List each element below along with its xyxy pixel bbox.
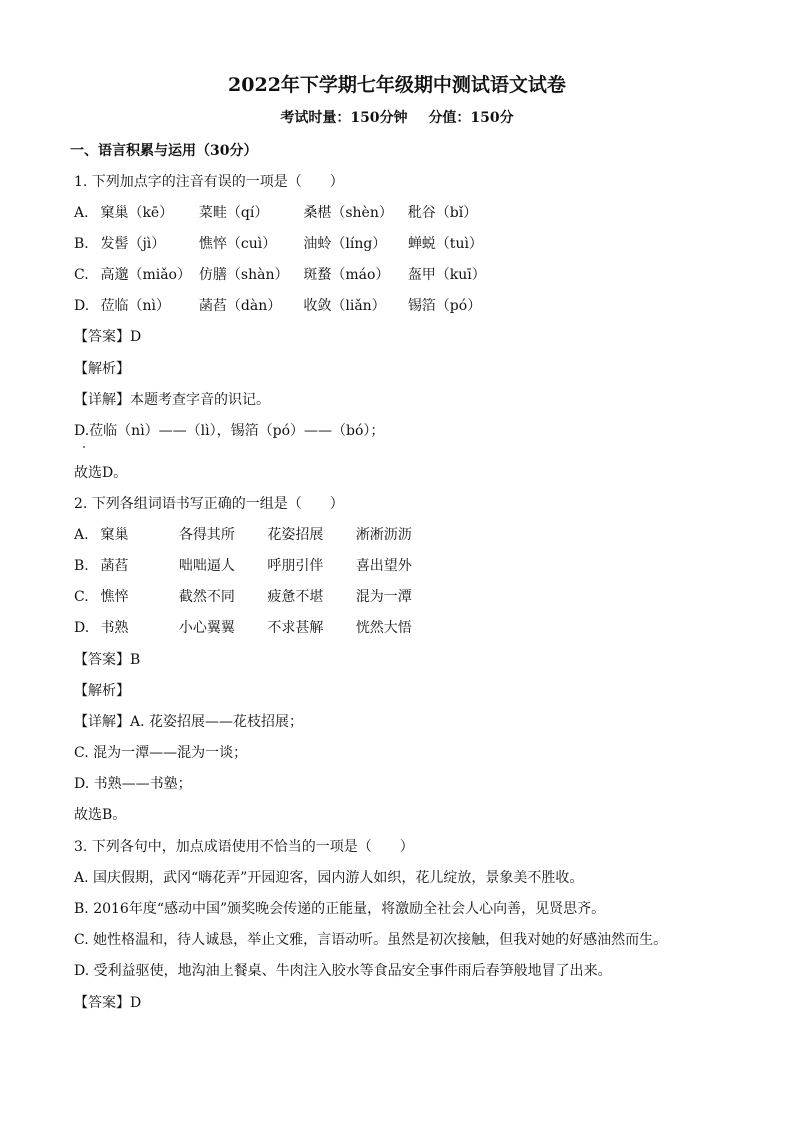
option-item: 盔甲（kuī） [407,267,486,283]
option-label: D. [74,620,90,636]
option-item: 发髻（jì） [100,236,166,252]
option-item: 不求甚解 [267,620,324,636]
option-item: 书熟 [100,620,129,636]
q2-detail-3: D. 书熟——书塾； [74,776,192,792]
option-label: C. [74,589,89,605]
option-item: 菡萏 [100,558,129,574]
option-item: 蝉蜕（tuì） [407,236,483,252]
q3-option-b: B. 2016年度“感动中国”颁奖晚会传递的正能量，将激励全社会人心向善，见贤思齐。 [74,901,606,917]
q2-option-d [74,619,412,637]
q1-detail-2: D.莅临（nì）——（lì），锡箔（pó）——（bó）； [74,423,385,439]
option-item: 秕谷（bǐ） [407,205,478,221]
section-heading: 一、语言积累与运用（30分） [70,143,258,159]
q1-answer: 【答案】D [74,329,142,345]
option-item: 仿膳（shàn） [198,267,289,283]
option-label: C. [74,267,89,283]
option-item: 憔悴（cuì） [198,236,277,252]
option-item: 呼朋引伴 [267,558,324,574]
option-item: 咄咄逼人 [178,558,235,574]
q2-option-c [74,588,412,606]
option-label: B. [74,558,89,574]
option-item: 窠巢（kē） [100,205,174,221]
exam-info [0,107,794,127]
exam-score: 分值：150分 [428,110,514,126]
question-2-stem: 2. 下列各组词语书写正确的一组是（ ） [74,496,344,512]
option-item: 莅临（nì） [100,298,170,314]
q1-option-b [74,235,483,253]
q2-detail: 【详解】A. 花姿招展——花枝招展； [74,714,304,730]
q1-option-d [74,297,481,315]
q2-answer: 【答案】B [74,652,141,668]
q1-analysis: 【解析】 [74,361,130,377]
option-item: 窠巢 [100,527,129,543]
question-3-stem: 3. 下列各句中，加点成语使用不恰当的一项是（ ） [74,839,414,855]
q1-detail: 【详解】本题考查字音的识记。 [74,392,270,408]
q3-option-d: D. 受利益驱使，地沟油上餐桌、牛肉注入胶水等食品安全事件雨后春笋般地冒了出来。 [74,963,612,979]
emphasis-dot [83,446,85,448]
option-item: 锡箔（pó） [407,298,482,314]
option-item: 收敛（liǎn） [303,298,386,314]
option-item: 斑蝥（máo） [303,267,390,283]
q2-analysis: 【解析】 [74,683,130,699]
option-item: 截然不同 [178,589,235,605]
option-item: 花姿招展 [267,527,324,543]
q1-conclusion: 故选D。 [74,465,128,481]
option-item: 油蛉（líng） [303,236,387,252]
option-item: 淅淅沥沥 [355,527,412,543]
q1-option-c [74,266,486,284]
page-title: 2022年下学期七年级期中测试语文试卷 [228,74,566,96]
option-label: D. [74,298,90,314]
q3-option-c: C. 她性格温和，待人诚恳，举止文雅，言语动听。虽然是初次接触，但我对她的好感油然而生。 [74,932,668,948]
option-item: 各得其所 [178,527,235,543]
exam-time: 考试时量：150分钟 [280,110,408,126]
option-item: 疲惫不堪 [267,589,324,605]
q3-answer: 【答案】D [74,995,142,1011]
option-item: 恍然大悟 [355,620,412,636]
q2-option-b [74,557,412,575]
q3-option-a: A. 国庆假期，武冈“嗨花弄”开园迎客，园内游人如织，花儿绽放，景象美不胜收。 [74,870,584,886]
option-item: 混为一潭 [355,589,412,605]
q2-option-a [74,526,412,544]
option-label: A. [74,527,89,543]
option-item: 桑椹（shèn） [303,205,393,221]
option-item: 高邈（miǎo） [100,267,191,283]
option-item: 菡萏（dàn） [198,298,282,314]
option-item: 菜畦（qí） [198,205,269,221]
q2-conclusion: 故选B。 [74,807,127,823]
q2-detail-2: C. 混为一潭——混为一谈； [74,745,248,761]
option-item: 憔悴 [100,589,129,605]
option-label: A. [74,205,89,221]
question-1-stem: 1. 下列加点字的注音有误的一项是（ ） [74,174,344,190]
q1-option-a [74,204,477,222]
option-item: 喜出望外 [355,558,412,574]
option-label: B. [74,236,89,252]
option-item: 小心翼翼 [178,620,235,636]
